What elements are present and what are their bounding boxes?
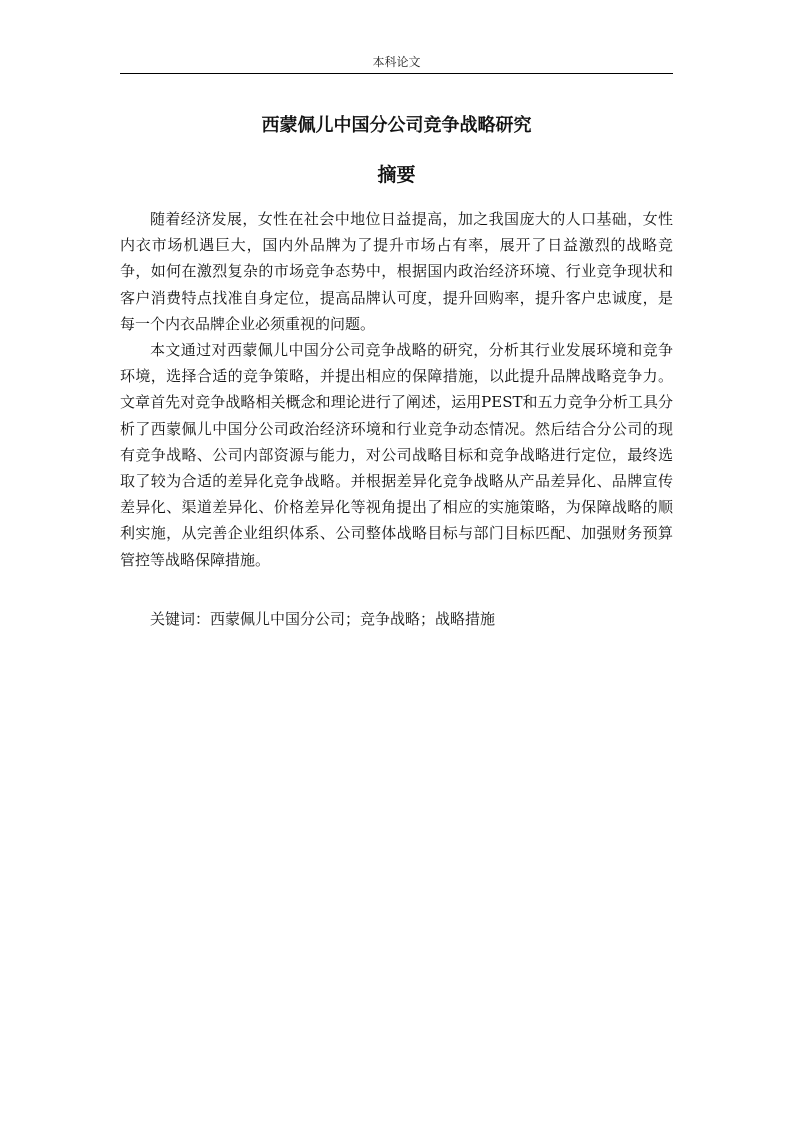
abstract-paragraph-2: 本文通过对西蒙佩儿中国分公司竞争战略的研究，分析其行业发展环境和竞争环境，选择合适的竞争策略，并提出相应的保障措施，以此提升品牌战略竞争力。文章首先对竞争战略相关概念和理论进行了阐述，运用PEST和五力竞争分析工具分析了西蒙佩儿中国分公司政治经济环境和行业竞争动态情况。然后结合分公司的现有竞争战略、公司内部资源与能力，对公司战略目标和竞争战略进行定位，最终选取了较为合适的差异化竞争战略。并根据差异化竞争战略从产品差异化、品牌宣传差异化、渠道差异化、价格差异化等视角提出了相应的实施策略，为保障战略的顺利实施，从完善企业组织体系、公司整体战略目标与部门目标匹配、加强财务预算管控等战略保障措施。 [120, 341, 673, 569]
header-divider [120, 73, 673, 74]
document-title: 西蒙佩儿中国分公司竞争战略研究 [261, 115, 532, 136]
abstract-heading: 摘要 [377, 164, 416, 186]
keywords-line: 关键词：西蒙佩儿中国分公司；竞争战略；战略措施 [150, 610, 496, 628]
abstract-body [120, 206, 673, 573]
abstract-paragraph-1: 随着经济发展，女性在社会中地位日益提高，加之我国庞大的人口基础，女性内衣市场机遇巨大，国内外品牌为了提升市场占有率，展开了日益激烈的战略竞争，如何在激烈复杂的市场竞争态势中，根据国内政治经济环境、行业竞争现状和客户消费特点找准自身定位，提高品牌认可度，提升回购率，提升客户忠诚度，是每一个内衣品牌企业必须重视的问题。 [120, 210, 673, 333]
running-header: 本科论文 [372, 55, 421, 69]
